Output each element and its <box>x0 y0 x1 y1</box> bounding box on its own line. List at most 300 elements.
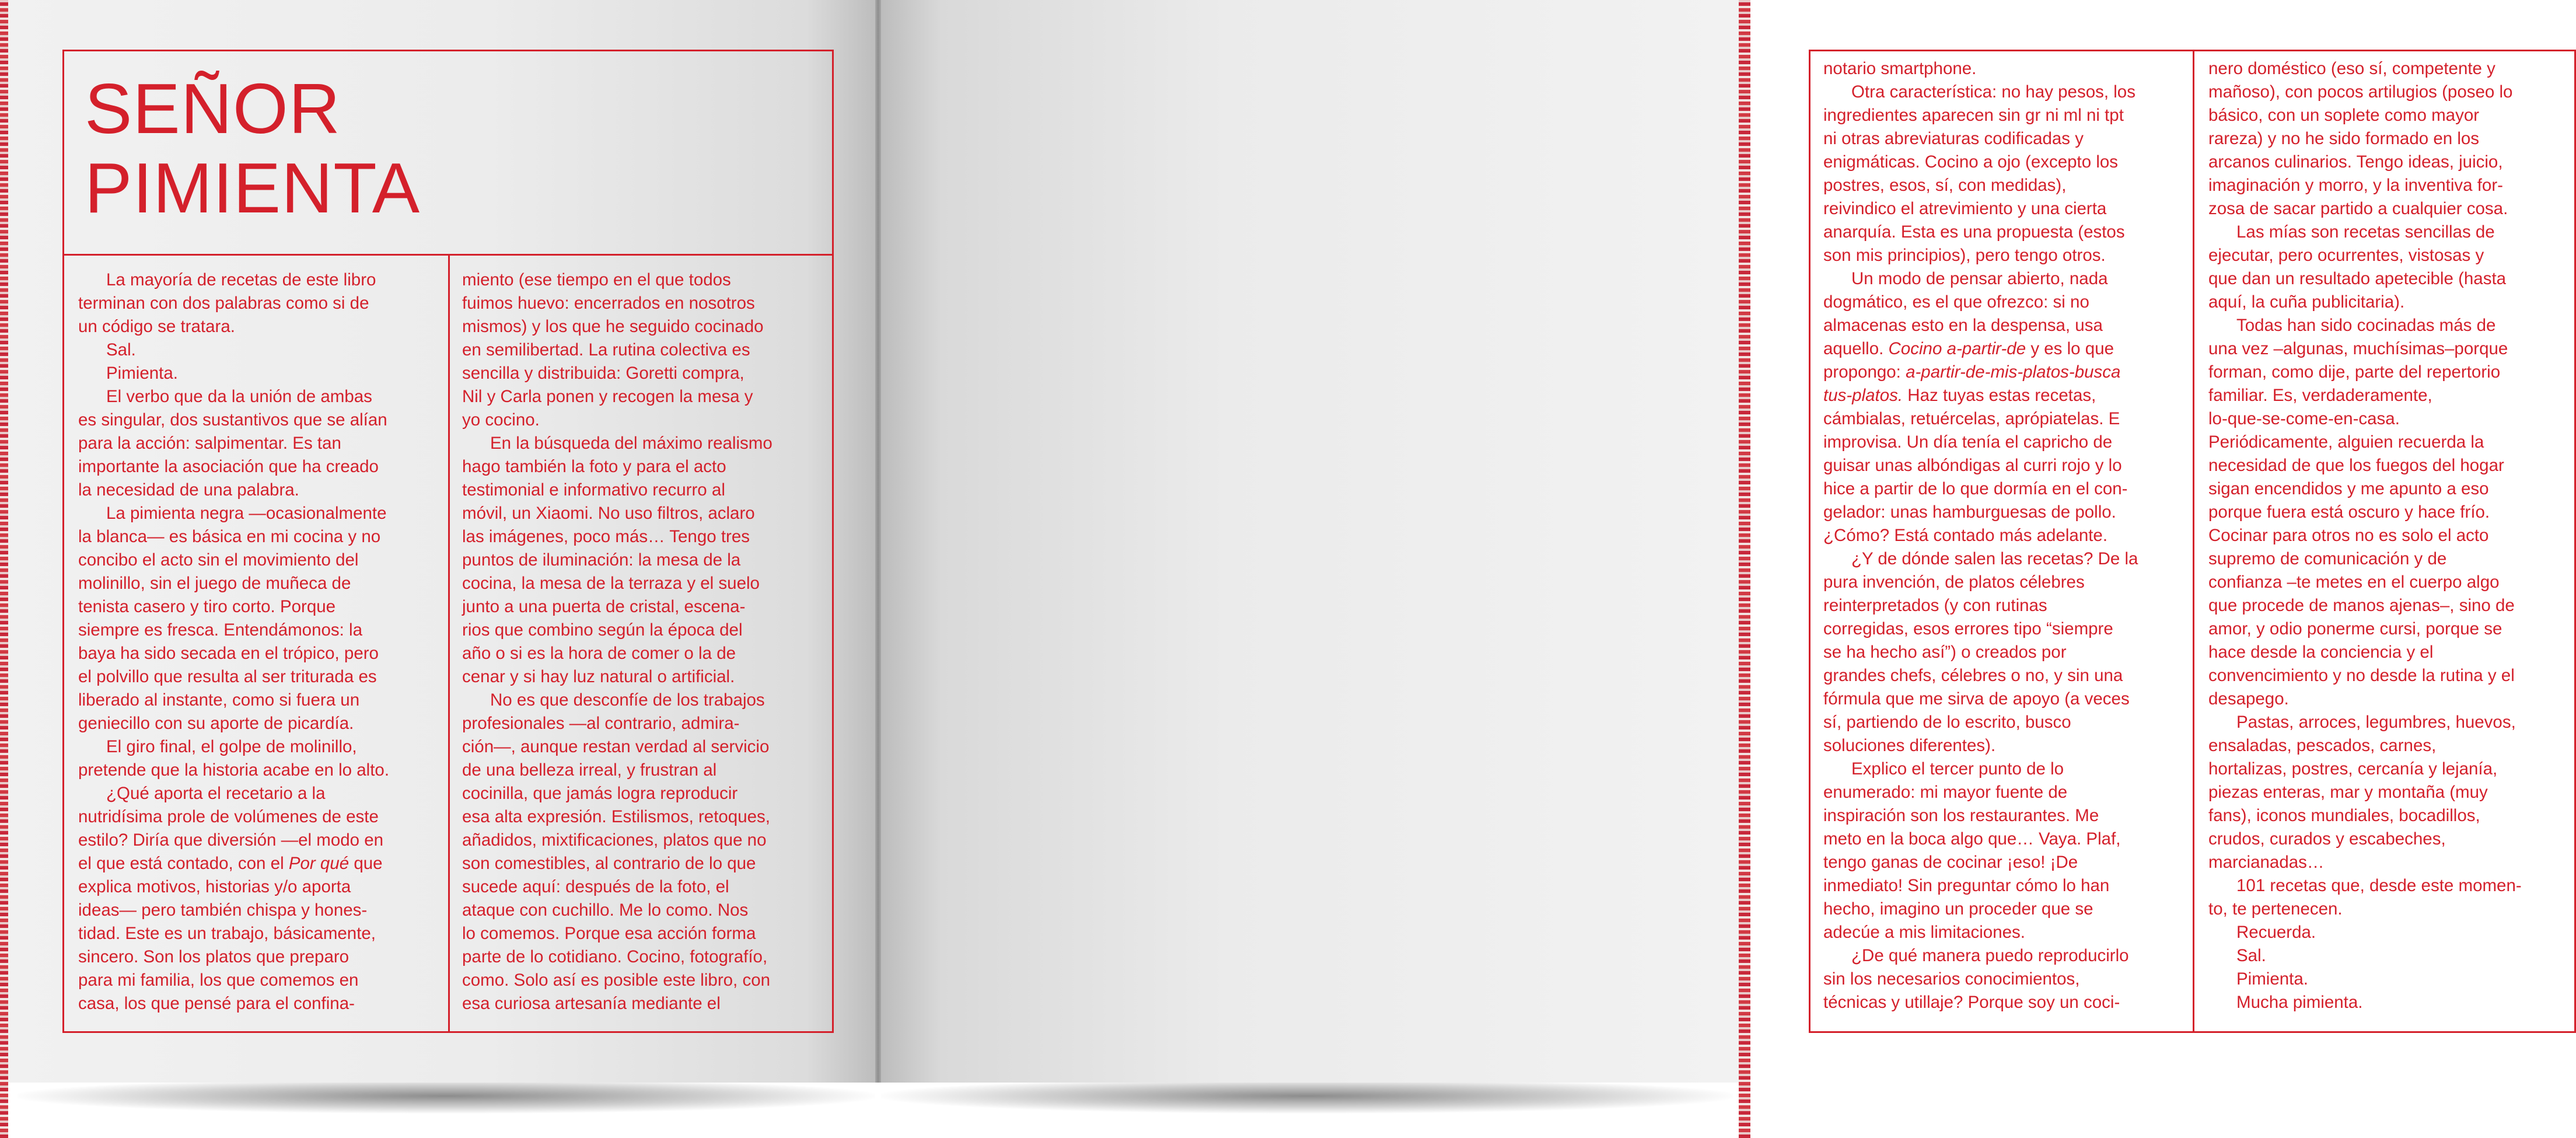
text-line <box>1823 454 2138 477</box>
text-line <box>462 922 773 945</box>
text-line-content: fans), iconos mundiales, bocadillos, <box>2208 806 2480 825</box>
text-line-content: guisar unas albóndigas al curri rojo y lo <box>1823 456 2122 475</box>
text-line-content: ni otras abreviaturas codificadas y <box>1823 129 2084 148</box>
text-line-content: mismos) y los que he seguido cocinado <box>462 317 764 336</box>
text-line <box>1823 197 2138 221</box>
text-line <box>462 619 773 642</box>
text-line-content: de una belleza irreal, y frustran al <box>462 760 717 780</box>
text-line-content: ideas— pero también chispa y hones- <box>78 900 368 920</box>
text-line <box>78 875 389 899</box>
text-line-content: esa curiosa artesanía mediante el <box>462 994 721 1013</box>
text-line <box>2208 127 2522 151</box>
text-line <box>2208 454 2522 477</box>
text-line-content: el que está contado, con el <box>78 854 284 873</box>
text-line <box>462 782 773 805</box>
text-line <box>462 549 773 572</box>
text-line <box>78 292 389 315</box>
text-line-content: familiar. Es, verdaderamente, <box>2208 386 2432 405</box>
text-line-content: técnicas y utillaje? Porque soy un coci- <box>1823 993 2120 1012</box>
text-line <box>2208 384 2522 407</box>
text-line-content: sin los necesarios conocimientos, <box>1823 969 2080 989</box>
text-line <box>78 759 389 782</box>
text-line-content: La mayoría de recetas de este libro <box>106 270 376 289</box>
text-line <box>462 712 773 735</box>
text-line-content: cenar y si hay luz natural o artificial. <box>462 667 735 686</box>
text-line <box>462 432 773 455</box>
text-line-content: 101 recetas que, desde este momen- <box>2236 876 2522 895</box>
text-line <box>1823 781 2138 804</box>
text-line-content: to, te pertenecen. <box>2208 899 2343 919</box>
text-line <box>462 992 773 1015</box>
text-line <box>78 992 389 1015</box>
text-line <box>2208 337 2522 361</box>
text-line-content: como. Solo así es posible este libro, con <box>462 971 771 990</box>
text-line-content: ¿Cómo? Está contado más adelante. <box>1823 526 2108 545</box>
text-line <box>2208 267 2522 291</box>
text-fragment: que <box>354 854 383 873</box>
text-line-content: testimonial e informativo recurro al <box>462 480 725 500</box>
text-line-content: esa alta expresión. Estilismos, retoques, <box>462 807 770 826</box>
text-line-content: baya ha sido secada en el trópico, pero <box>78 644 379 663</box>
text-line <box>1823 851 2138 874</box>
text-line-content: importante la asociación que ha creado <box>78 457 379 476</box>
text-line-content: propongo: <box>1823 362 1901 382</box>
text-line-content: junto a una puerta de cristal, escena- <box>462 597 746 616</box>
text-line <box>78 922 389 945</box>
text-line <box>1823 501 2138 524</box>
text-line-content: El giro final, el golpe de molinillo, <box>106 737 357 756</box>
text-line <box>1823 734 2138 757</box>
text-line-content: enumerado: mi mayor fuente de <box>1823 783 2068 802</box>
text-line-content: arcanos culinarios. Tengo ideas, juicio, <box>2208 152 2503 172</box>
text-line <box>78 385 389 409</box>
page-title <box>85 69 420 228</box>
text-line-content: notario smartphone. <box>1823 59 1977 78</box>
text-line <box>2208 617 2522 641</box>
text-line <box>462 502 773 525</box>
text-line-content: estilo? Diría que diversión —el modo en <box>78 830 384 850</box>
text-line <box>1823 968 2138 991</box>
text-line <box>1823 57 2138 81</box>
text-column-2 <box>462 268 773 1015</box>
text-line <box>1823 151 2138 174</box>
text-line-content: Un modo de pensar abierto, nada <box>1851 269 2108 288</box>
text-line-content: convencimiento y no desde la rutina y el <box>2208 666 2515 685</box>
text-line <box>2208 921 2522 944</box>
text-line-content: yo cocino. <box>462 410 540 430</box>
text-line <box>462 455 773 479</box>
text-line-content: grandes chefs, célebres o no, y sin una <box>1823 666 2123 685</box>
text-line <box>1823 221 2138 244</box>
text-line <box>78 945 389 969</box>
text-line-content: reinterpretados (y con rutinas <box>1823 596 2047 615</box>
text-line-content: ¿De qué manera puedo reproducirlo <box>1851 946 2129 965</box>
text-line <box>2208 874 2522 898</box>
text-line-content: marcianadas… <box>2208 853 2325 872</box>
text-line <box>2208 641 2522 664</box>
text-line <box>2208 477 2522 501</box>
text-line-content: hecho, imagino un proceder que se <box>1823 899 2093 919</box>
text-line <box>2208 687 2522 711</box>
text-line-content: En la búsqueda del máximo realismo <box>490 434 773 453</box>
text-line-content: miento (ese tiempo en el que todos <box>462 270 731 289</box>
text-line-content: fuimos huevo: encerrados en nosotros <box>462 294 755 313</box>
text-line-content: ¿Y de dónde salen las recetas? De la <box>1851 549 2138 568</box>
text-line-content: Nil y Carla ponen y recogen la mesa y <box>462 387 753 406</box>
italic-phrase: a-partir-de-mis-platos-busca <box>1906 362 2121 382</box>
text-line-content: cocinilla, que jamás logra reproducir <box>462 784 738 803</box>
text-line <box>2208 711 2522 734</box>
text-line <box>462 292 773 315</box>
text-line-content: inspiración son los restaurantes. Me <box>1823 806 2099 825</box>
text-line <box>1823 337 2138 361</box>
text-line-content: Sal. <box>2236 946 2266 965</box>
text-line-content: las imágenes, poco más… Tengo tres <box>462 527 750 546</box>
text-line-content: confianza –te metes en el cuerpo algo <box>2208 573 2500 592</box>
text-line <box>78 852 389 875</box>
text-line-content: rios que combino según la época del <box>462 620 743 640</box>
text-line-content: añadidos, mixtificaciones, platos que no <box>462 830 767 850</box>
title-line-2: PIMIENTA <box>85 148 421 228</box>
text-line-content: liberado al instante, como si fuera un <box>78 690 360 710</box>
text-line-content: Cocinar para otros no es solo el acto <box>2208 526 2489 545</box>
text-line-content: ataque con cuchillo. Me lo como. Nos <box>462 900 749 920</box>
text-fragment: y es lo que <box>2030 339 2114 358</box>
text-line-content: ejecutar, pero ocurrentes, vistosas y <box>2208 246 2484 265</box>
text-line <box>78 455 389 479</box>
text-line <box>1823 687 2138 711</box>
text-line-content: almacenas esto en la despensa, usa <box>1823 316 2103 335</box>
text-line-content: el polvillo que resulta al ser triturada es <box>78 667 377 686</box>
text-line-content: No es que desconfíe de los trabajos <box>490 690 765 710</box>
text-line <box>1823 81 2138 104</box>
text-line-content: enigmáticas. Cocino a ojo (excepto los <box>1823 152 2119 172</box>
text-line-content: pretende que la historia acabe en lo alto. <box>78 760 390 780</box>
text-line-content: siempre es fresca. Entendámonos: la <box>78 620 362 640</box>
text-line <box>78 479 389 502</box>
text-line <box>2208 407 2522 431</box>
text-line <box>462 805 773 829</box>
text-line <box>1823 874 2138 898</box>
text-line-content: Explico el tercer punto de lo <box>1851 759 2064 779</box>
text-line <box>462 338 773 362</box>
text-line <box>1823 711 2138 734</box>
text-line <box>2208 314 2522 337</box>
text-line-content: zosa de sacar partido a cualquier cosa. <box>2208 199 2508 218</box>
right-page <box>881 0 2522 1083</box>
text-line-content: soluciones diferentes). <box>1823 736 1996 755</box>
text-line <box>78 665 389 689</box>
text-line-content: hortalizas, postres, cercanía y lejanía, <box>2208 759 2498 779</box>
text-line-content: en semilibertad. La rutina colectiva es <box>462 340 750 359</box>
text-line <box>462 595 773 619</box>
text-line-content: inmediato! Sin preguntar cómo lo han <box>1823 876 2110 895</box>
text-line-content: postres, esos, sí, con medidas), <box>1823 176 2067 195</box>
text-line-content: Haz tuyas estas recetas, <box>1907 386 2096 405</box>
text-line-content: mañoso), con pocos artilugios (poseo lo <box>2208 82 2513 102</box>
text-line <box>1823 921 2138 944</box>
text-line <box>78 572 389 595</box>
text-line-content: nutridísima prole de volúmenes de este <box>78 807 379 826</box>
text-line-content: aquello. <box>1823 339 1884 358</box>
left-page <box>8 0 875 1083</box>
text-line-content: ción—, aunque restan verdad al servicio <box>462 737 770 756</box>
text-column-4 <box>2208 57 2522 1014</box>
text-line-content: ¿Qué aporta el recetario a la <box>106 784 326 803</box>
text-line <box>462 969 773 992</box>
text-column-3 <box>1823 57 2138 1014</box>
text-line-content: hace desde la conciencia y el <box>2208 643 2434 662</box>
text-line <box>78 782 389 805</box>
text-line-content: año o si es la hora de comer o la de <box>462 644 736 663</box>
text-column-1 <box>78 268 389 1015</box>
text-line <box>78 525 389 549</box>
text-line-content: necesidad de que los fuegos del hogar <box>2208 456 2504 475</box>
text-line <box>1823 991 2138 1014</box>
text-line <box>2208 804 2522 828</box>
text-line-content: dogmático, es el que ofrezco: si no <box>1823 292 2089 312</box>
text-line-content: para mi familia, los que comemos en <box>78 971 359 990</box>
text-line <box>2208 431 2522 454</box>
text-line-content: sí, partiendo de lo escrito, busco <box>1823 713 2071 732</box>
text-line-content: imaginación y morro, y la inventiva for- <box>2208 176 2503 195</box>
text-line <box>462 759 773 782</box>
text-line-content: El verbo que da la unión de ambas <box>106 387 372 406</box>
text-line-content: Pastas, arroces, legumbres, huevos, <box>2236 713 2516 732</box>
text-line-content: concibo el acto sin el movimiento del <box>78 550 359 570</box>
text-line-content: hice a partir de lo que dormía en el con- <box>1823 479 2128 498</box>
text-line <box>78 642 389 665</box>
italic-phrase: Cocino a-partir-de <box>1888 339 2026 358</box>
text-line <box>78 268 389 292</box>
text-line-content: son mis principios), pero tengo otros. <box>1823 246 2106 265</box>
text-line-content: para la acción: salpimentar. Es tan <box>78 434 341 453</box>
text-line-content: gelador: unas hamburguesas de pollo. <box>1823 502 2116 522</box>
text-line <box>1823 617 2138 641</box>
text-line <box>462 899 773 922</box>
text-line-content: Pimienta. <box>106 364 178 383</box>
text-line <box>462 268 773 292</box>
text-line <box>2208 174 2522 197</box>
text-line <box>2208 104 2522 127</box>
text-line-content: amor, y odio ponerme cursi, porque se <box>2208 619 2502 638</box>
text-line-content: adecúe a mis limitaciones. <box>1823 923 2025 942</box>
left-page-frame <box>62 50 834 1033</box>
text-line-content: corregidas, esos errores tipo “siempre <box>1823 619 2113 638</box>
text-line <box>1823 757 2138 781</box>
text-line-content: tengo ganas de cocinar ¡eso! ¡De <box>1823 853 2078 872</box>
text-line-content: una vez –algunas, muchísimas–porque <box>2208 339 2508 358</box>
text-line-content: crudos, curados y escabeches, <box>2208 829 2446 849</box>
text-line-content: piezas enteras, mar y montaña (muy <box>2208 783 2488 802</box>
text-line-content: desapego. <box>2208 689 2289 708</box>
text-line-content: nero doméstico (eso sí, competente y <box>2208 59 2495 78</box>
text-line <box>78 712 389 735</box>
text-line <box>2208 547 2522 571</box>
text-line <box>78 409 389 432</box>
text-line <box>2208 898 2522 921</box>
text-line-content: se ha hecho así”) o creados por <box>1823 643 2067 662</box>
text-line <box>2208 828 2522 851</box>
text-line-content: improvisa. Un día tenía el capricho de <box>1823 432 2113 452</box>
text-line-content: forman, como dije, parte del repertorio <box>2208 362 2501 382</box>
text-line <box>2208 944 2522 968</box>
text-line <box>2208 851 2522 874</box>
text-line-content: móvil, un Xiaomi. No uso filtros, aclaro <box>462 504 755 523</box>
text-line-content: básico, con un soplete como mayor <box>2208 106 2480 125</box>
text-line <box>462 385 773 409</box>
text-line-content: cocina, la mesa de la terraza y el suelo <box>462 574 760 593</box>
text-line-content: Recuerda. <box>2236 923 2316 942</box>
text-line <box>1823 664 2138 687</box>
text-line <box>462 409 773 432</box>
text-line-content: lo comemos. Porque esa acción forma <box>462 924 756 943</box>
right-page-frame <box>1809 50 2576 1033</box>
text-line <box>2208 221 2522 244</box>
text-line-content: que dan un resultado apetecible (hasta <box>2208 269 2507 288</box>
text-line <box>1823 361 2138 384</box>
text-line <box>1823 104 2138 127</box>
text-line-content: ingredientes aparecen sin gr ni ml ni tpt <box>1823 106 2124 125</box>
text-line-content: sencilla y distribuida: Goretti compra, <box>462 364 745 383</box>
text-line <box>462 362 773 385</box>
text-line-content: reivindico el atrevimiento y una cierta <box>1823 199 2107 218</box>
fabric-background-left <box>0 0 8 1138</box>
text-line <box>462 525 773 549</box>
text-line-content: Periódicamente, alguien recuerda la <box>2208 432 2484 452</box>
text-line <box>2208 291 2522 314</box>
text-line <box>2208 361 2522 384</box>
text-line <box>1823 571 2138 594</box>
text-line <box>1823 477 2138 501</box>
italic-phrase: tus-platos. <box>1823 386 1903 405</box>
text-line <box>78 619 389 642</box>
text-line-content: aquí, la cuña publicitaria). <box>2208 292 2405 312</box>
text-line <box>1823 314 2138 337</box>
text-line <box>1823 267 2138 291</box>
text-line-content: tenista casero y tiro corto. Porque <box>78 597 336 616</box>
text-line <box>462 945 773 969</box>
text-line <box>2208 501 2522 524</box>
text-line <box>2208 524 2522 547</box>
text-line-content: sincero. Son los platos que preparo <box>78 947 349 966</box>
text-line <box>78 338 389 362</box>
text-line <box>78 432 389 455</box>
text-line-content: molinillo, sin el juego de muñeca de <box>78 574 351 593</box>
text-line-content: es singular, dos sustantivos que se alían <box>78 410 387 430</box>
text-line <box>2208 664 2522 687</box>
text-line-content: tidad. Este es un trabajo, básicamente, <box>78 924 376 943</box>
text-line <box>462 479 773 502</box>
text-line <box>2208 991 2522 1014</box>
text-line-content: explica motivos, historias y/o aporta <box>78 877 351 896</box>
column-divider-right <box>2193 51 2194 1031</box>
column-divider-left <box>448 254 450 1031</box>
text-line-content: fórmula que me sirva de apoyo (a veces <box>1823 689 2130 708</box>
text-line-content: Mucha pimienta. <box>2236 993 2363 1012</box>
text-line <box>2208 594 2522 617</box>
text-line <box>2208 571 2522 594</box>
text-line <box>462 829 773 852</box>
text-line-content: sucede aquí: después de la foto, el <box>462 877 729 896</box>
text-line <box>1823 641 2138 664</box>
text-line <box>462 875 773 899</box>
page-shadow-right <box>881 1078 1733 1113</box>
title-line-1: SEÑOR <box>85 69 341 148</box>
text-line <box>78 899 389 922</box>
text-line-content: porque fuera está oscuro y hace frío. <box>2208 502 2490 522</box>
text-line <box>78 595 389 619</box>
text-line-content: meto en la boca algo que… Vaya. Plaf, <box>1823 829 2121 849</box>
text-line <box>1823 127 2138 151</box>
text-line <box>1823 804 2138 828</box>
text-line <box>2208 968 2522 991</box>
page-shadow-left <box>18 1078 875 1113</box>
text-line <box>1823 174 2138 197</box>
text-line <box>2208 757 2522 781</box>
text-line <box>2208 197 2522 221</box>
text-line-content: profesionales —al contrario, admira- <box>462 714 740 733</box>
text-line <box>78 689 389 712</box>
text-line <box>2208 781 2522 804</box>
text-line-content: son comestibles, al contrario de lo que <box>462 854 756 873</box>
text-line-content: Pimienta. <box>2236 969 2308 989</box>
text-line-content: casa, los que pensé para el confina- <box>78 994 355 1013</box>
text-line <box>78 805 389 829</box>
text-line <box>78 969 389 992</box>
text-line-content: Las mías son recetas sencillas de <box>2236 222 2495 242</box>
text-line-content: la blanca— es básica en mi cocina y no <box>78 527 381 546</box>
text-line <box>462 665 773 689</box>
text-line-content: Otra característica: no hay pesos, los <box>1851 82 2135 102</box>
text-line <box>462 642 773 665</box>
text-line <box>1823 244 2138 267</box>
text-line <box>2208 57 2522 81</box>
text-line-content: pura invención, de platos célebres <box>1823 573 2085 592</box>
text-line <box>1823 524 2138 547</box>
text-line-content: rareza) y no he sido formado en los <box>2208 129 2480 148</box>
text-line-content: puntos de iluminación: la mesa de la <box>462 550 741 570</box>
text-line <box>1823 431 2138 454</box>
text-line <box>1823 384 2138 407</box>
fabric-background-right <box>1739 0 1750 1138</box>
text-line-content: que procede de manos ajenas–, sino de <box>2208 596 2515 615</box>
text-line <box>1823 828 2138 851</box>
text-line <box>1823 594 2138 617</box>
text-line-content: parte de lo cotidiano. Cocino, fotografío, <box>462 947 768 966</box>
text-line <box>78 549 389 572</box>
text-line-content: la necesidad de una palabra. <box>78 480 299 500</box>
text-line <box>78 502 389 525</box>
text-line-content: Todas han sido cocinadas más de <box>2236 316 2496 335</box>
text-line <box>2208 151 2522 174</box>
text-line <box>1823 291 2138 314</box>
italic-phrase: Por qué <box>288 854 349 873</box>
text-line <box>78 735 389 759</box>
text-line <box>1823 944 2138 968</box>
text-line <box>2208 734 2522 757</box>
text-line <box>462 735 773 759</box>
text-line <box>78 315 389 338</box>
text-line <box>462 689 773 712</box>
text-line-content: lo-que-se-come-en-casa. <box>2208 409 2400 428</box>
text-line <box>462 315 773 338</box>
text-line-content: La pimienta negra —ocasionalmente <box>106 504 387 523</box>
text-line-content: un código se tratara. <box>78 317 235 336</box>
text-line-content: anarquía. Esta es una propuesta (estos <box>1823 222 2125 242</box>
text-line-content: hago también la foto y para el acto <box>462 457 726 476</box>
text-line <box>2208 81 2522 104</box>
